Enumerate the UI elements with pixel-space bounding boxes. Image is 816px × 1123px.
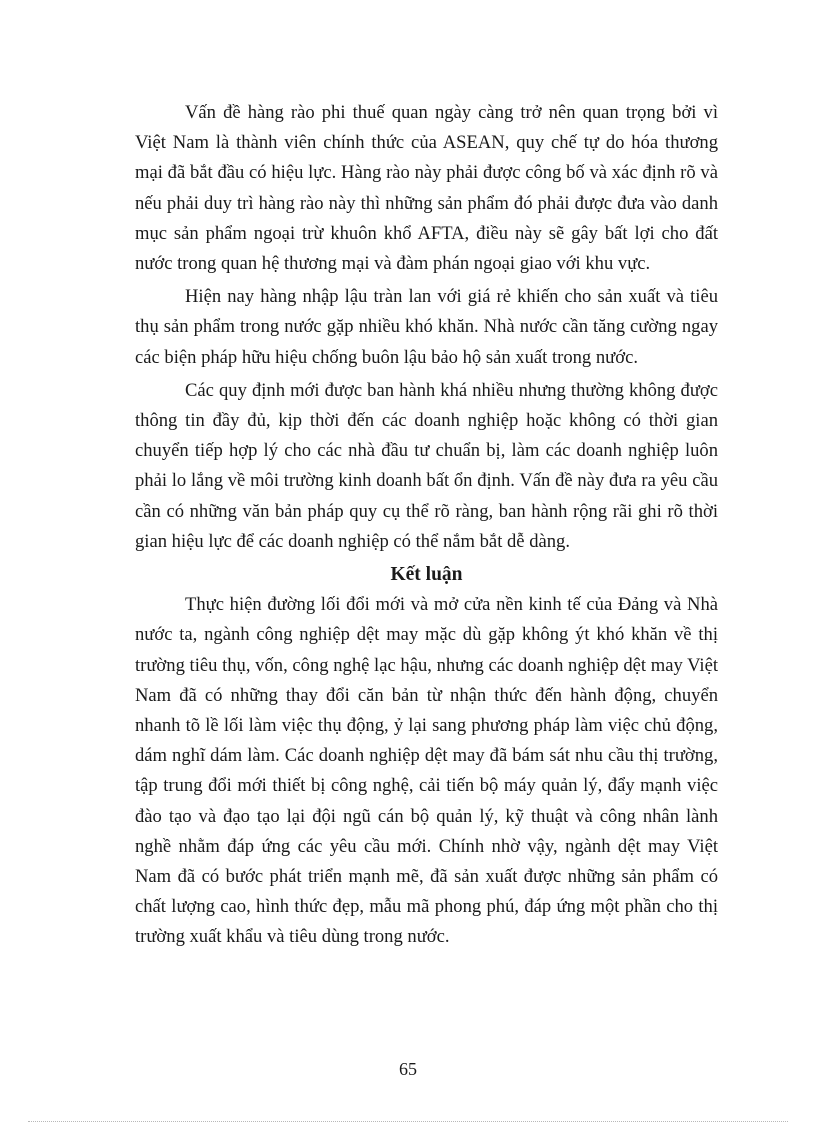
- page-number: 65: [399, 1059, 417, 1079]
- page-bottom-divider: [28, 1121, 788, 1122]
- page-body: [135, 98, 718, 956]
- paragraph-non-tariff-barriers: Vấn đề hàng rào phi thuế quan ngày càng trở nên quan trọng bởi vì Việt Nam là thành viên chính thức của ASEAN, quy chế tự do hóa thương mại đã bắt đầu có hiệu lực. Hàng rào này phải được công bố và xác định rõ và nếu phải duy trì hàng rào này thì những sản phẩm đó phải được đưa vào danh mục sản phẩm ngoại trừ khuôn khổ AFTA, điều này sẽ gây bất lợi cho đất nước trong quan hệ thương mại và đàm phán ngoại giao với khu vực.: [135, 102, 718, 275]
- section-heading-conclusion: Kết luận: [390, 564, 463, 586]
- paragraph-regulations: Các quy định mới được ban hành khá nhiều nhưng thường không được thông tin đầy đủ, kịp thời đến các doanh nghiệp hoặc không có thời gian chuyển tiếp hợp lý cho các nhà đầu tư chuẩn bị, làm các doanh nghiệp luôn phải lo lắng về môi trường kinh doanh bất ổn định. Vấn đề này đưa ra yêu cầu cần có những văn bản pháp quy cụ thể rõ ràng, ban hành rộng rãi ghi rõ thời gian hiệu lực để các doanh nghiệp có thể nắm bắt dễ dàng.: [135, 379, 718, 552]
- paragraph-conclusion: Thực hiện đường lối đổi mới và mở cửa nền kinh tế của Đảng và Nhà nước ta, ngành công nghiệp dệt may mặc dù gặp không ýt khó khăn về thị trường tiêu thụ, vốn, công nghệ lạc hậu, nhưng các doanh nghiệp dệt may Việt Nam đã có những thay đổi căn bản từ nhận thức đến hành động, chuyển nhanh tõ lề lối làm việc thụ động, ỷ lại sang phương pháp làm việc chủ động, dám nghĩ dám làm. Các doanh nghiệp dệt may đã bám sát nhu cầu thị trường, tập trung đổi mới thiết bị công nghệ, cải tiến bộ máy quản lý, đẩy mạnh việc đào tạo và đạo tạo lại đội ngũ cán bộ quản lý, kỹ thuật và công nhân lành nghề nhằm đáp ứng các yêu cầu mới. Chính nhờ vậy, ngành dệt may Việt Nam đã có bước phát triển mạnh mẽ, đã sản xuất được những sản phẩm có chất lượng cao, hình thức đẹp, mẫu mã phong phú, đáp ứng một phần cho thị trường xuất khẩu và tiêu dùng trong nước.: [135, 594, 718, 948]
- paragraph-smuggling: Hiện nay hàng nhập lậu tràn lan với giá rẻ khiến cho sản xuất và tiêu thụ sản phẩm trong nước gặp nhiều khó khăn. Nhà nước cần tăng cường ngay các biện pháp hữu hiệu chống buôn lậu bảo hộ sản xuất trong nước.: [135, 286, 718, 368]
